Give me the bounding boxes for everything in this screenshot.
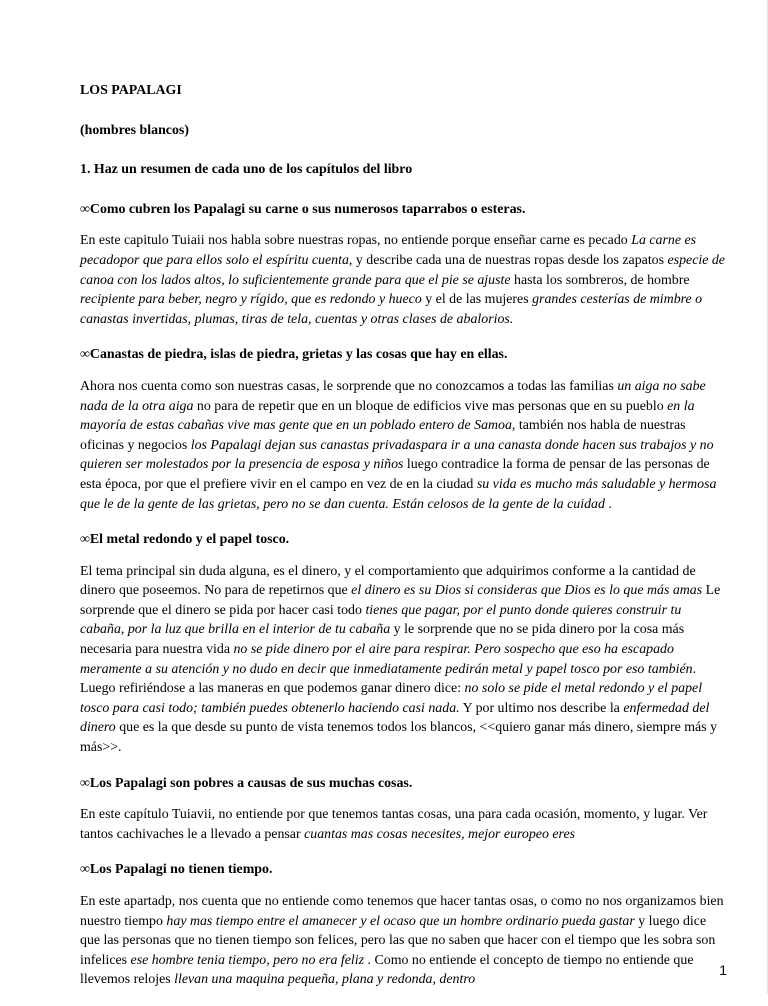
bullet-icon: ∞ bbox=[80, 347, 90, 363]
quote-text: cuantas mas cosas necesites, mejor europeo eres bbox=[304, 826, 576, 842]
section-heading-text: Los Papalagi son pobres a causas de sus muchas cosas. bbox=[89, 775, 413, 791]
body-text: Le sorprende que el dinero se pida por hacer casi todo bbox=[80, 583, 721, 618]
quote-text: llevan una maquina pequeña, plana y redonda, dentro bbox=[174, 972, 476, 988]
bullet-icon: ∞ bbox=[80, 862, 90, 878]
quote-text: no solo se pide el metal redondo y el papel tosco para casi todo; también puedes obtenerlo haciendo casi nada. bbox=[80, 681, 703, 716]
quote-text: tienes que pagar, por el punto donde quieres construir tu cabaña, por la luz que brilla en el interior de tu cabaña bbox=[80, 602, 682, 638]
body-text: que es la que desde su punto de vista tenemos todos los blancos, <<quiero ganar más dinero, siempre más y más>>. bbox=[80, 720, 718, 756]
body-text: . Como no entiende el concepto de tiempo no entiende que llevemos relojes bbox=[80, 952, 694, 988]
bullet-icon: ∞ bbox=[80, 201, 90, 217]
section-body bbox=[80, 377, 728, 514]
body-text: El tema principal sin duda alguna, es el dinero, y el comportamiento que adquirimos conforme a la cantidad de dinero que poseemos. No para de repetirnos que bbox=[80, 563, 696, 599]
page-number: 1 bbox=[719, 962, 727, 978]
quote-text: un aiga no sabe nada de la otra aiga bbox=[80, 378, 706, 414]
body-text: Ahora nos cuenta como son nuestras casas, le sorprende que no conozcamos a todas las familias bbox=[80, 378, 618, 394]
quote-text: no se pide dinero por el aire para respirar. Pero sospecho que eso ha escapado meramente a su atención y no dudo en decir que inmediatamente pedirán metal y papel tosco por eso también bbox=[80, 642, 693, 677]
body-text: , y describe cada una de nuestras ropas desde los zapatos bbox=[348, 252, 668, 268]
section-body bbox=[80, 231, 728, 329]
quote-text: el dinero es su Dios si consideras que Dios es lo que más amas bbox=[351, 583, 703, 599]
section-heading-text: Los Papalagi no tienen tiempo. bbox=[89, 862, 273, 878]
quote-text: enfermedad del dinero bbox=[80, 700, 710, 736]
body-text: En este capítulo Tuiavii, no entiende por que tenemos tantas cosas, una para cada ocasión, momento, y lugar. Ver tantos cachivaches le a llevado a pensar bbox=[80, 807, 708, 842]
quote-text: en la mayoría de estas cabañas vive mas gente que en un poblado entero de Samoa, bbox=[80, 398, 695, 434]
body-text: y el de las mujeres bbox=[421, 292, 533, 308]
quote-text: La carne es pecadopor que para ellos solo el espíritu cuenta bbox=[80, 233, 697, 268]
quote-text: hay mas tiempo entre el amanecer y el ocaso que un hombre ordinario pueda gastar bbox=[166, 913, 635, 929]
body-text: . bbox=[604, 496, 612, 512]
bullet-icon: ∞ bbox=[80, 775, 90, 791]
sections-container bbox=[80, 200, 728, 990]
section-heading bbox=[80, 530, 728, 550]
body-text: y le sorprende que no se pida dinero por la cosa más necesaria para nuestra vida bbox=[80, 622, 685, 658]
section-heading bbox=[80, 774, 728, 794]
body-text: también nos habla de nuestras oficinas y negocios bbox=[80, 418, 686, 453]
document-content bbox=[80, 81, 728, 1006]
body-text: En este capitulo Tuiaii nos habla sobre nuestras ropas, no entiende porque enseñar carne es pecado bbox=[80, 233, 632, 249]
section-body bbox=[80, 805, 728, 844]
section-heading-text: Como cubren los Papalagi su carne o sus numerosos taparrabos o esteras. bbox=[89, 201, 526, 217]
body-text: hasta los sombreros, de hombre bbox=[510, 272, 690, 288]
section-body bbox=[80, 562, 728, 758]
body-text: y luego dice que las personas que no tienen tiempo son felices, pero las que no saben que hacer con el tiempo que les sobra son infelices bbox=[80, 913, 716, 968]
quote-text: ese hombre tenia tiempo, pero no era feliz bbox=[130, 952, 365, 968]
body-text: Y por ultimo nos describe la bbox=[459, 700, 624, 716]
section-heading-text: El metal redondo y el papel tosco. bbox=[89, 532, 290, 548]
quote-text: recipiente para beber, negro y rígido, que es redondo y hueco bbox=[80, 292, 422, 308]
body-text: . Luego refiriéndose a las maneras en que podemos ganar dinero dice: bbox=[80, 661, 697, 697]
quote-text: su vida es mucho más saludable y hermosa que le de la gente de las grietas, pero no se dan cuenta. Están celosos de la gente de la cuidad bbox=[80, 476, 717, 512]
document-title: LOS PAPALAGI bbox=[80, 83, 182, 98]
document-subtitle: (hombres blancos) bbox=[80, 122, 189, 138]
body-text: no para de repetir que en un bloque de edificios vive mas personas que en su pueblo bbox=[193, 398, 668, 414]
body-text: En este apartadp, nos cuenta que no entiende como tenemos que hacer tantas osas, o como no nos organizamos bien nuestro tiempo bbox=[80, 894, 724, 929]
section-heading bbox=[80, 200, 728, 220]
bullet-icon: ∞ bbox=[80, 532, 90, 548]
body-text: luego contradice la forma de pensar de las personas de esta época, por que el prefiere vivir en el campo en vez de en la ciudad bbox=[80, 457, 710, 492]
section-body bbox=[80, 892, 728, 990]
section-heading-text: Canastas de piedra, islas de piedra, grietas y las cosas que hay en ellas. bbox=[89, 347, 508, 363]
quote-text: especie de canoa con los lados altos, lo suficientemente grande para que el pie se ajuste bbox=[80, 252, 725, 288]
quote-text: grandes cesterías de mimbre o canastas invertidas, plumas, tiras de tela, cuentas y otras clases de abalorios. bbox=[80, 292, 703, 327]
quote-text: los Papalagi dejan sus canastas privadaspara ir a una canasta donde hacen sus trabajos y no quieren ser molestados por la presencia de esposa y niños bbox=[80, 437, 714, 473]
section-heading bbox=[80, 345, 728, 365]
question-heading: 1. Haz un resumen de cada uno de los capítulos del libro bbox=[80, 162, 413, 178]
section-heading bbox=[80, 860, 728, 880]
